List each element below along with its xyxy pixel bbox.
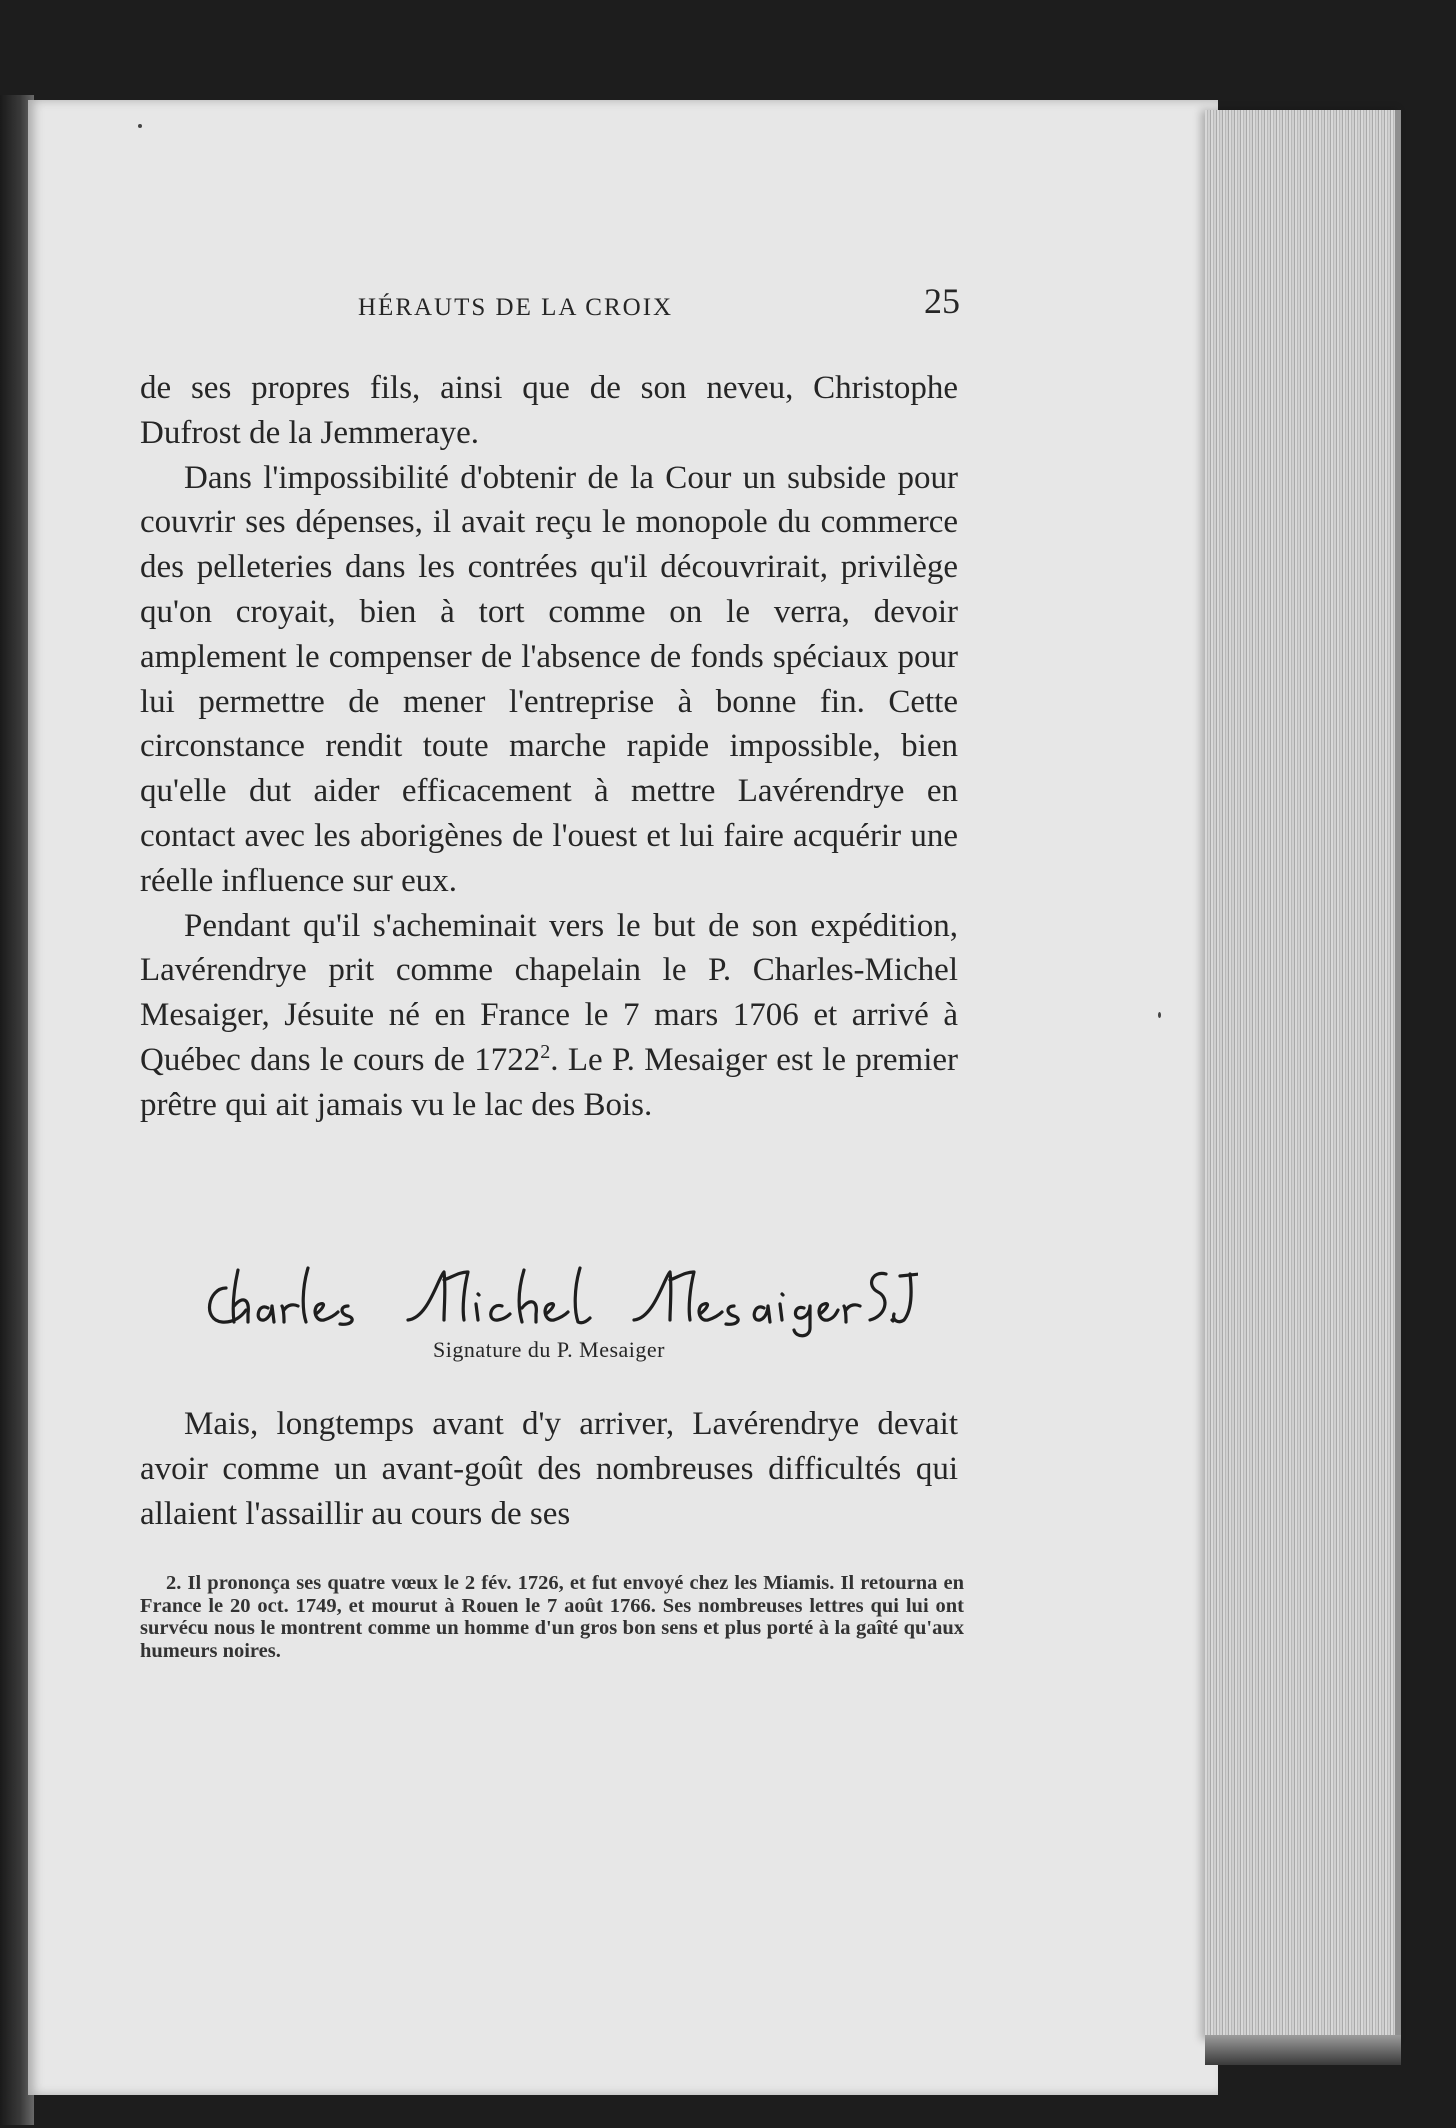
paragraph-text: Le P. Mesaiger est le premier prêtre qui ait jamais vu le lac des Bois. — [140, 1041, 958, 1123]
handwritten-signature — [198, 1258, 918, 1338]
paragraph: Mais, longtemps avant d'y arriver, Lavérendrye devait avoir comme un avant-goût des nombreuses difficultés qui allaient l'assaillir au cours de ses — [140, 1406, 958, 1532]
main-text — [140, 366, 958, 1128]
paragraph: Pendant qu'il s'acheminait vers le but de son expédition, Lavérendrye prit comme chapelain le P. Charles-Michel Mesaiger, Jésuite né en France le 7 mars 1706 et arrivé à Québec dans le cours de 1722$^2$. Le P. Mesaiger est le premier prêtre qui ait jamais vu le lac des Bois. — [140, 907, 958, 1123]
paragraph: Dans l'impossibilité d'obtenir de la Cour un subside pour couvrir ses dépenses, il avait reçu le monopole du commerce des pelleteries dans les contrées qu'il découvrirait, privilège qu'on croyait, bien à tort comme on le verra, devoir amplement le compenser de l'absence de fonds spéciaux pour lui permettre de mener l'entreprise à bonne fin. Cette circonstance rendit toute marche rapide impossible, bien qu'elle dut aider efficacement à mettre Lavérendrye en contact avec les aborigènes de l'ouest et lui faire acquérir une réelle influence sur eux. — [140, 459, 958, 899]
dust-speck — [138, 124, 142, 128]
running-head: HÉRAUTS DE LA CROIX — [358, 294, 674, 321]
footnote-text: 2. Il prononça ses quatre vœux le 2 fév. 1726, et fut envoyé chez les Miamis. Il retourna en France le 20 oct. 1749, et mourut à Rouen le 7 août 1766. Ses nombreuses lettres qui lui ont survécu nous le montrent comme un homme d'un gros bon sens et plus porté à la gaîté qu'aux humeurs noires. — [140, 1572, 964, 1662]
dust-speck — [1158, 1012, 1161, 1018]
footnote-reference: 2 — [540, 1040, 551, 1063]
footnote — [140, 1572, 964, 1662]
book-page-edges — [1205, 110, 1401, 2040]
main-text-continued — [140, 1402, 958, 1536]
paragraph: de ses propres fils, ainsi que de son neveu, Christophe Dufrost de la Jemmeraye. — [140, 370, 958, 451]
paragraph-text: Pendant qu'il s'acheminait vers le but de son expédition, Lavérendrye prit comme chapelain le P. Charles-Michel Mesaiger, Jésuite né en France le 7 mars 1706 et arrivé à Québec dans le cours de 1722 — [140, 907, 958, 1078]
page-header — [140, 278, 960, 338]
page-number: 25 — [924, 281, 960, 321]
signature-caption: Signature du P. Mesaiger — [433, 1337, 665, 1362]
book-bottom-edge — [1205, 2035, 1401, 2065]
signature-image — [198, 1258, 918, 1338]
